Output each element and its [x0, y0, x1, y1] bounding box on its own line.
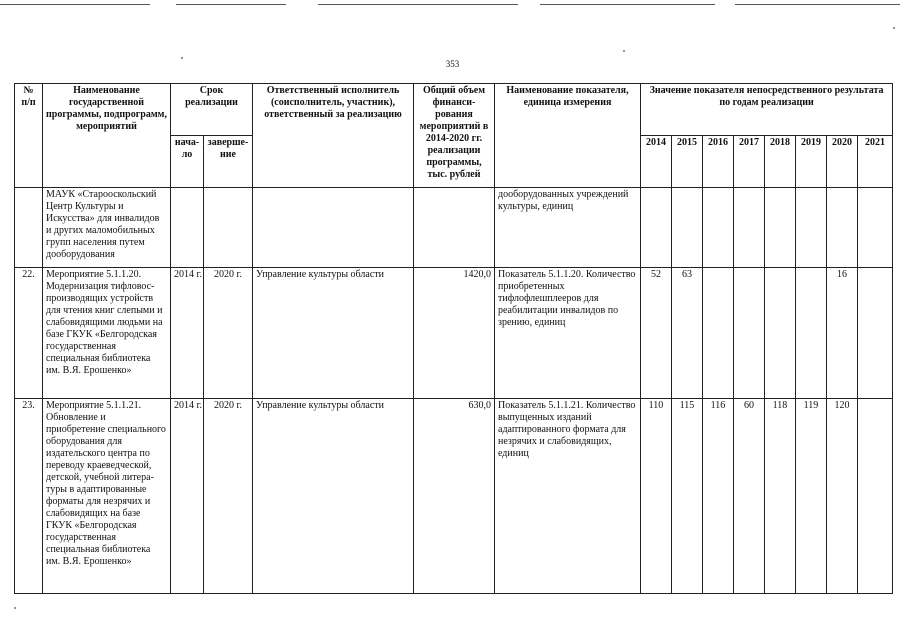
header-name: Наименование государственной программы, подпрограмм, мероприятий [43, 84, 171, 188]
scan-top-edge [0, 4, 905, 6]
row-value: 110 [641, 399, 672, 594]
row-funding: 630,0 [414, 399, 495, 594]
row-end: 2020 г. [204, 399, 253, 594]
row-value: 116 [703, 399, 734, 594]
header-indicator: Наименование показателя, единица измерения [495, 84, 641, 188]
table-row [15, 188, 893, 268]
row-start: 2014 г. [171, 399, 204, 594]
row-num: 22. [15, 268, 43, 399]
page-number: 353 [445, 59, 460, 69]
row-value [734, 188, 765, 268]
row-value: 52 [641, 268, 672, 399]
row-value [796, 268, 827, 399]
row-value [703, 268, 734, 399]
row-value: 16 [827, 268, 858, 399]
row-responsible: Управление культуры области [253, 268, 414, 399]
header-values-title: Значение показателя непосредственного результата по годам реализации [641, 84, 893, 136]
program-table [14, 83, 893, 594]
row-value [765, 188, 796, 268]
header-year: 2020 [827, 136, 858, 188]
row-value: 119 [796, 399, 827, 594]
scan-speck [181, 57, 183, 59]
row-value [703, 188, 734, 268]
row-responsible [253, 188, 414, 268]
header-term-start: нача-ло [171, 136, 204, 188]
row-name: МАУК «Старооскольский Центр Культуры и Искусства» для инвалидов и других маломобильных групп населения путем дооборудования [43, 188, 171, 268]
row-indicator: Показатель 5.1.1.20. Количество приобретенных тифлофлешплееров для реабилитации инвалидов по зрению, единиц [495, 268, 641, 399]
row-value [858, 399, 893, 594]
row-value [796, 188, 827, 268]
scan-speck [893, 27, 895, 29]
row-indicator: Показатель 5.1.1.21. Количество выпущенных изданий адаптированного формата для незрячих и слабовидящих, единиц [495, 399, 641, 594]
row-value [765, 268, 796, 399]
scan-speck [14, 607, 16, 609]
header-num: № п/п [15, 84, 43, 188]
row-value [734, 268, 765, 399]
row-value: 118 [765, 399, 796, 594]
row-responsible: Управление культуры области [253, 399, 414, 594]
row-name: Мероприятие 5.1.1.20. Модернизация тифловос-производящих устройств для чтения книг слепыми и слабовидящими людьми на базе ГКУК «Белгородская государственная специальная библиотека им. В.Я. Ерошенко» [43, 268, 171, 399]
header-year: 2015 [672, 136, 703, 188]
header-term: Срок реализации [171, 84, 253, 136]
row-value [641, 188, 672, 268]
row-value: 60 [734, 399, 765, 594]
header-year: 2016 [703, 136, 734, 188]
header-year: 2017 [734, 136, 765, 188]
header-year: 2019 [796, 136, 827, 188]
row-value: 115 [672, 399, 703, 594]
table-row [15, 399, 893, 594]
header-term-end: заверше-ние [204, 136, 253, 188]
scan-speck [623, 50, 625, 52]
row-value [858, 268, 893, 399]
row-end [204, 188, 253, 268]
row-end: 2020 г. [204, 268, 253, 399]
row-name: Мероприятие 5.1.1.21. Обновление и приобретение специального оборудования для издательского центра по переводу краеведческой, детской, учебной литера-туры в адаптированные форматы для незрячих и слабовидящих на базе ГКУК «Белгородская государственная специальная библиотека им. В.Я. Ерошенко» [43, 399, 171, 594]
header-funding: Общий объем финанси-рования мероприятий в 2014-2020 гг. реализации программы, тыс. рублей [414, 84, 495, 188]
header-year: 2018 [765, 136, 796, 188]
row-value: 63 [672, 268, 703, 399]
row-funding [414, 188, 495, 268]
row-value [858, 188, 893, 268]
table-row [15, 268, 893, 399]
header-year: 2021 [858, 136, 893, 188]
row-num [15, 188, 43, 268]
row-indicator: дооборудованных учреждений культуры, единиц [495, 188, 641, 268]
row-value: 120 [827, 399, 858, 594]
row-start: 2014 г. [171, 268, 204, 399]
header-responsible: Ответственный исполнитель (соисполнитель, участник), ответственный за реализацию [253, 84, 414, 188]
row-num: 23. [15, 399, 43, 594]
row-start [171, 188, 204, 268]
row-value [672, 188, 703, 268]
row-value [827, 188, 858, 268]
header-year: 2014 [641, 136, 672, 188]
row-funding: 1420,0 [414, 268, 495, 399]
